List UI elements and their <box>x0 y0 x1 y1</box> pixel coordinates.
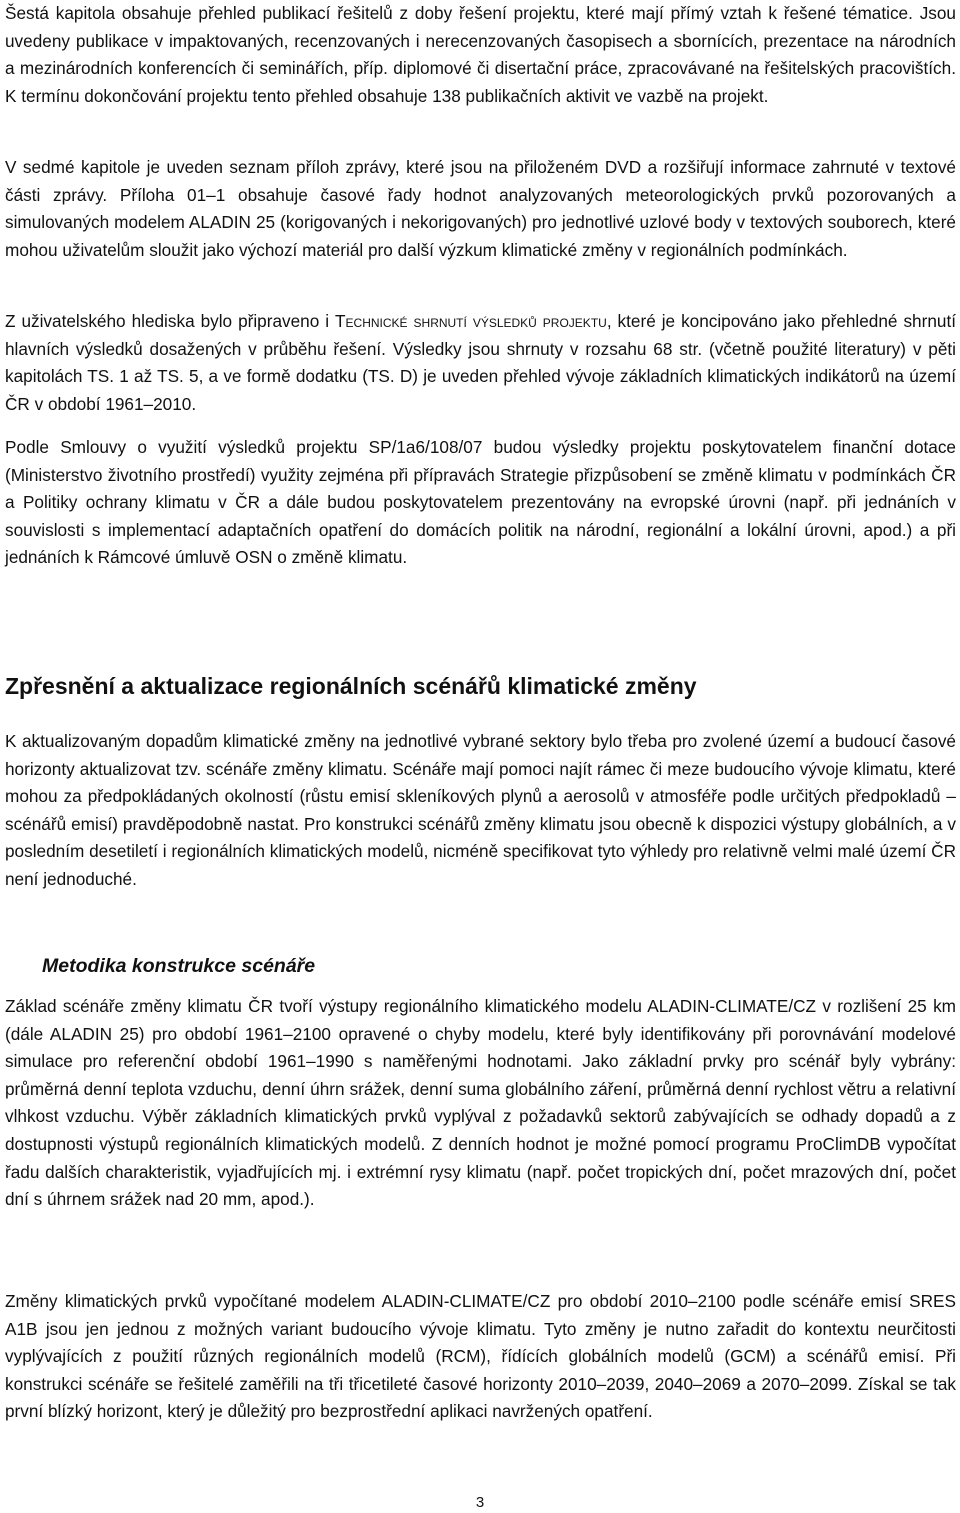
paragraph-technical-summary <box>5 308 956 418</box>
paragraph-publications-chapter: Šestá kapitola obsahuje přehled publikací řešitelů z doby řešení projektu, které mají přímý vztah k řešené tématice. Jsou uvedeny publikace v impaktovaných, recenzovaných i nerecenzovaných časopisech a sbornících, prezentace na národních a mezinárodních konferencích či seminářích, příp. diplomové či disertační práce, zpracovávané na řešitelských pracovištích. K termínu dokončování projektu tento přehled obsahuje 138 publikačních aktivit ve vazbě na projekt. <box>5 3 956 106</box>
summary-text-after: , které je koncipováno jako přehledné shrnutí hlavních výsledků dosažených v průběhu řešení. Výsledky jsou shrnuty v rozsahu 68 str. (včetně použité literatury) v pěti kapitolách TS. 1 až TS. 5, a ve formě dodatku (TS. D) je uveden přehled vývoje základních klimatických indikátorů na území ČR v období 1961–2010. <box>5 311 956 414</box>
subsection-heading: Metodika konstrukce scénáře <box>42 955 316 977</box>
paragraph-method-uncertainty: Změny klimatických prvků vypočítané modelem ALADIN-CLIMATE/CZ pro období 2010–2100 podle scénáře emisí SRES A1B jsou jen jednou z možných variant budoucího vývoje klimatu. Tyto změny je nutno zařadit do kontextu neurčitosti vyplývajících z použití různých regionálních modelů (RCM), řídících globálních modelů (GCM) a scénářů emisí. Při konstrukci scénáře se řešitelé zaměřili na tři třicetileté časové horizonty 2010–2039, 2040–2069 a 2070–2099. Získal se tak první blízký horizont, který je důležitý pro bezprostřední aplikaci navržených opatření. <box>5 1291 956 1422</box>
section-heading: Zpřesnění a aktualizace regionálních scénářů klimatické změny <box>5 673 697 699</box>
summary-text-before: Z uživatelského hlediska bylo připraveno i <box>5 311 336 331</box>
paragraph-method-basis: Základ scénáře změny klimatu ČR tvoří výstupy regionálního klimatického modelu ALADIN-CLIMATE/CZ v rozlišení 25 km (dále ALADIN 25) pro období 1961–2100 opravené o chyby modelu, které byly identifikovány při porovnávání modelové simulace pro referenční období 1961–1990 s naměřenými hodnotami. Jako základní prvky pro scénář byly vybrány: průměrná denní teplota vzduchu, denní úhrn srážek, denní suma globálního záření, průměrná denní rychlost větru a relativní vlhkost vzduchu. Výběr základních klimatických prvků vyplýval z požadavků sektorů zabývajících se odhady dopadů a z dostupnosti výstupů regionálních klimatických modelů. Z denních hodnot je možné pomocí programu ProClimDB vypočítat řadu dalších charakteristik, vyjadřujících mj. i extrémní rysy klimatu (např. počet tropických dní, počet mrazových dní, počet dní s úhrnem srážek nad 20 mm, apod.). <box>5 996 956 1210</box>
page-number: 3 <box>475 1494 485 1511</box>
paragraph-scenario-intro: K aktualizovaným dopadům klimatické změny na jednotlivé vybrané sektory bylo třeba pro zvolené území a budoucí časové horizonty aktualizovat tzv. scénáře změny klimatu. Scénáře mají pomoci najít rámec či meze budoucího vývoje klimatu, které mohou za předpokládaných okolností (růstu emisí skleníkových plynů a aerosolů v atmosféře podle určitých předpokladů – scénářů emisí) pravděpodobně nastat. Pro konstrukci scénářů změny klimatu jsou obecně k dispozici výstupy globálních, a v posledním desetiletí i regionálních klimatických modelů, nicméně specifikovat tyto výhledy pro relativně velmi malé území ČR není jednoduché. <box>5 731 956 889</box>
paragraph-appendix-chapter: V sedmé kapitole je uveden seznam příloh zprávy, které jsou na přiloženém DVD a rozšiřují informace zahrnuté v textové části zprávy. Příloha 01–1 obsahuje časové řady hodnot analyzovaných meteorologických prvků pozorovaných a simulovaných modelem ALADIN 25 (korigovaných i nekorigovaných) pro jednotlivé uzlové body v textových souborech, které mohou uživatelům sloužit jako výchozí materiál pro další výzkum klimatické změny v regionálních podmínkách. <box>5 157 956 260</box>
paragraph-contract-usage: Podle Smlouvy o využití výsledků projektu SP/1a6/108/07 budou výsledky projektu poskytovatelem finanční dotace (Ministerstvo životního prostředí) využity zejména při přípravách Strategie přizpůsobení se změně klimatu v podmínkách ČR a Politiky ochrany klimatu v ČR a dále budou poskytovatelem prezentovány na evropské úrovni (např. při jednáních v souvislosti s implementací adaptačních opatření do domácích politik na národní, regionální a lokální úrovni, apod.) a při jednáních k Rámcové úmluvě OSN o změně klimatu. <box>5 437 956 568</box>
technical-summary-title: Technické shrnutí výsledků projektu <box>335 311 607 331</box>
